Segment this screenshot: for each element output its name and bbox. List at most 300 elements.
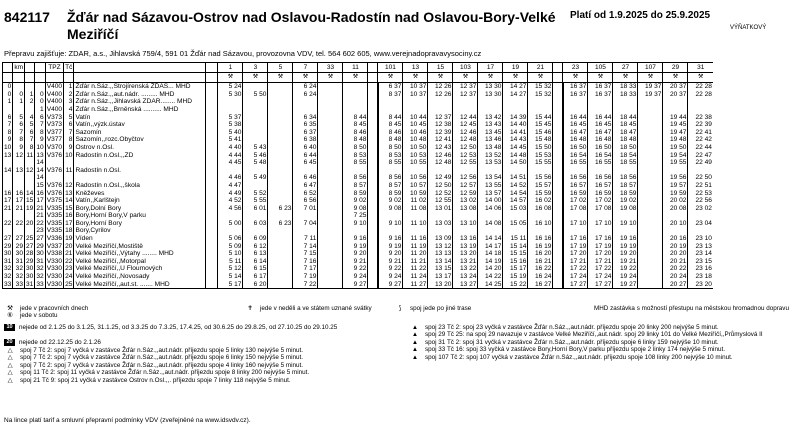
departure-time (638, 136, 663, 144)
day-symbol (206, 73, 218, 83)
departure-time: 16 37 (563, 91, 588, 99)
departure-time (243, 113, 268, 121)
departure-time (553, 273, 563, 281)
km-cell: 33 (13, 280, 25, 288)
departure-time (206, 98, 218, 106)
departure-time: 10 56 (403, 174, 428, 182)
departure-time (378, 106, 403, 114)
departure-time: 15 50 (528, 144, 553, 152)
departure-time: 14 45 (503, 144, 528, 152)
departure-time: 16 54 (588, 151, 613, 159)
departure-time: 12 48 (453, 136, 478, 144)
departure-time: 16 02 (528, 197, 553, 205)
note-item: ▲ spoj 107 Tč 2: spoj 107 vyčká v zastávce Žďár n.Sáz.,,aut.nádr. příjezdu spoje 108 linky 200 nejvýše 10 minut. (409, 354, 799, 361)
km-cell: 4 (25, 113, 35, 121)
circle-icon: ⑥ (7, 312, 13, 319)
departure-time: 18 50 (613, 144, 638, 152)
departure-time: 17 10 (588, 220, 613, 228)
km-cell (3, 212, 13, 220)
footer-note: Na lince platí tarif a smluvní přepravní podmínky VDV (zveřejněné na www.idsvdv.cz). (4, 417, 251, 424)
triangle-icon: ▲ (411, 346, 419, 354)
departure-time (453, 212, 478, 220)
departure-time: 18 55 (613, 159, 638, 167)
departure-time (453, 106, 478, 114)
departure-time: 22 41 (688, 129, 713, 137)
tc-cell: 21 (65, 250, 73, 258)
header-cell: TPZ (45, 63, 63, 73)
triangle-icon: ▲ (411, 353, 419, 361)
departure-time: 6 24 (293, 91, 318, 99)
stop-row (3, 189, 713, 197)
departure-time: 9 10 (378, 220, 403, 228)
stop-row (3, 265, 713, 273)
departure-time (268, 280, 293, 288)
tpz-cell: V335 (46, 212, 63, 220)
departure-time (268, 212, 293, 220)
departure-time: 7 19 (293, 273, 318, 281)
departure-time: 19 37 (638, 83, 663, 91)
departure-time: 18 33 (613, 91, 638, 99)
departure-time: 17 22 (588, 265, 613, 273)
departure-time: 13 01 (428, 205, 453, 213)
departure-time (268, 83, 293, 91)
departure-time: 17 16 (588, 235, 613, 243)
departure-time: 13 53 (478, 159, 503, 167)
departure-time: 16 48 (588, 136, 613, 144)
departure-time: 8 55 (378, 159, 403, 167)
departure-time (243, 83, 268, 91)
departure-time (638, 182, 663, 190)
departure-time: 4 52 (218, 197, 243, 205)
departure-time (243, 167, 268, 175)
departure-time (638, 265, 663, 273)
departure-time (553, 205, 563, 213)
departure-time: 4 40 (218, 144, 243, 152)
departure-time: 13 30 (478, 83, 503, 91)
km-cell: 27 (13, 235, 25, 243)
departure-time (528, 227, 553, 235)
departure-time: 8 46 (378, 129, 403, 137)
departure-time: 16 08 (528, 205, 553, 213)
stop-name: Žďár n.Sáz.,,Strojírenská ŽĎAS... MHD (74, 83, 206, 91)
km-cell (13, 83, 25, 91)
departure-time: 10 50 (403, 144, 428, 152)
departure-time (268, 98, 293, 106)
departure-time: 20 08 (663, 205, 688, 213)
departure-time (553, 113, 563, 121)
departure-time (613, 106, 638, 114)
note-item: △ spoj 21 Tč 9: spoj 21 vyčká v zastávce Ostrov n.Osl.,,. příjezdu spoje 7 linky 118 nejvýše 5 minut. (4, 377, 399, 384)
departure-time: 23 16 (688, 265, 713, 273)
departure-time: 19 10 (613, 220, 638, 228)
departure-time: 19 54 (663, 151, 688, 159)
departure-time (553, 258, 563, 266)
line-number: 842117 (4, 9, 50, 25)
departure-time: 14 27 (503, 83, 528, 91)
departure-time: 6 35 (293, 121, 318, 129)
legend-mhd: MHD zastávka s možností přestupu na městskou hromadnou dopravu (594, 305, 789, 312)
departure-time: 5 55 (243, 197, 268, 205)
km-cell (3, 174, 13, 182)
departure-time: 8 57 (378, 182, 403, 190)
legend-weekdays: ⚒ jede v pracovních dnech (4, 305, 88, 312)
km-cell: 9 (35, 136, 45, 144)
stop-name: Ostrov n.Osl. (74, 144, 206, 152)
day-symbol (3, 73, 13, 83)
stop-row (3, 227, 713, 235)
km-cell: 27 (36, 235, 44, 243)
departure-time (268, 106, 293, 114)
departure-time: 16 55 (588, 159, 613, 167)
departure-time (688, 227, 713, 235)
stop-row (3, 174, 713, 182)
tpz-cell: V375 (46, 197, 63, 205)
departure-time (206, 159, 218, 167)
departure-time: 8 57 (343, 182, 368, 190)
departure-time (268, 242, 293, 250)
tc-cell: 22 (65, 257, 73, 265)
departure-time (206, 189, 218, 197)
departure-time (318, 144, 343, 152)
departure-time (368, 144, 378, 152)
stop-name: Bory,Horní Bory (74, 220, 206, 228)
departure-time: 17 27 (563, 280, 588, 288)
stop-name: Radostín n.Osl.,,ZD (74, 151, 206, 159)
km-cell: 7 (13, 129, 25, 137)
departure-time: 9 27 (378, 280, 403, 288)
tc-cell: 5 (64, 113, 74, 121)
departure-time (638, 121, 663, 129)
departure-time: 18 57 (613, 182, 638, 190)
departure-time (588, 167, 613, 175)
departure-time (368, 91, 378, 99)
departure-time (378, 212, 403, 220)
departure-time: 6 47 (293, 182, 318, 190)
tc-cell: 2 (64, 91, 74, 99)
departure-time (368, 250, 378, 258)
departure-time: 14 41 (503, 129, 528, 137)
tpz-cell: V376 (46, 166, 63, 174)
day-symbol (35, 73, 45, 83)
note-item: △ spoj 11 Tč 2: spoj 11 vyčká v zastávce Žďár n.Sáz.,,aut.nádr. příjezdu spoje 8 linky 200 nejvýše 5 minut. (4, 369, 399, 376)
departure-time: 12 45 (453, 121, 478, 129)
km-cell: 0 (3, 91, 13, 99)
departure-time (553, 212, 563, 220)
km-cell (13, 106, 25, 114)
note-20: 20 nejede od 22.12.25 do 2.1.26 (4, 339, 101, 346)
trip-number: 13 (403, 63, 428, 73)
header-cell (74, 63, 206, 73)
departure-time: 12 26 (428, 91, 453, 99)
stop-name: Velké Meziříčí,,Motorpal (74, 258, 206, 266)
departure-time: 8 55 (343, 159, 368, 167)
departure-time (553, 167, 563, 175)
departure-time (268, 182, 293, 190)
trip-number: 101 (378, 63, 403, 73)
note-item: △ spoj 7 Tč 2: spoj 7 vyčká v zastávce Žďár n.Sáz.,,aut.nádr. příjezdu spoje 4 linky 160 nejvýše 5 minut. (4, 362, 399, 369)
departure-time: 17 27 (588, 280, 613, 288)
departure-time: 20 37 (663, 83, 688, 91)
stop-row (3, 220, 713, 228)
departure-time (378, 167, 403, 175)
departure-time (368, 182, 378, 190)
departure-time (368, 227, 378, 235)
departure-time: 9 27 (343, 280, 368, 288)
departure-time (503, 212, 528, 220)
km-cell: 9 (3, 136, 13, 144)
departure-time (428, 227, 453, 235)
departure-time: 16 48 (563, 136, 588, 144)
km-cell: 10 (4, 143, 12, 151)
departure-time: 14 48 (503, 151, 528, 159)
km-cell: 0 (35, 98, 45, 106)
departure-time (588, 106, 613, 114)
departure-time: 16 54 (563, 151, 588, 159)
departure-time: 8 53 (378, 151, 403, 159)
km-cell: 31 (36, 257, 44, 265)
departure-time (293, 212, 318, 220)
departure-time: 5 43 (243, 144, 268, 152)
departure-time (553, 182, 563, 190)
departure-time (206, 129, 218, 137)
departure-time (318, 250, 343, 258)
trip-number: 103 (453, 63, 478, 73)
departure-time (268, 258, 293, 266)
departure-time: 19 37 (638, 91, 663, 99)
trip-number: 7 (293, 63, 318, 73)
departure-time: 8 59 (378, 189, 403, 197)
departure-time: 15 56 (528, 174, 553, 182)
day-symbol: ⚒ (663, 73, 688, 83)
departure-time: 16 22 (528, 265, 553, 273)
departure-time (206, 136, 218, 144)
departure-time (318, 174, 343, 182)
departure-time (368, 265, 378, 273)
departure-time: 10 37 (403, 83, 428, 91)
departure-time (268, 189, 293, 197)
departure-time: 16 45 (588, 121, 613, 129)
departure-time: 13 27 (453, 280, 478, 288)
departure-time (318, 205, 343, 213)
departure-time: 6 15 (243, 265, 268, 273)
tpz-cell: V376 (46, 181, 63, 189)
note-item: ▲ spoj 31 Tč 2: spoj 31 vyčká v zastávce Žďár n.Sáz.,,aut.nádr. příjezdu spoje 6 linky 159 nejvýše 10 minut. (409, 339, 799, 346)
departure-time: 19 47 (663, 129, 688, 137)
departure-time: 22 49 (688, 159, 713, 167)
departure-time: 7 16 (293, 258, 318, 266)
departure-time: 5 10 (218, 250, 243, 258)
departure-time (638, 167, 663, 175)
departure-time (318, 280, 343, 288)
departure-time: 12 55 (428, 197, 453, 205)
departure-time (478, 106, 503, 114)
departure-time (553, 265, 563, 273)
departure-time: 16 57 (588, 182, 613, 190)
day-symbol (368, 73, 378, 83)
triangle-icon: △ (7, 361, 13, 369)
departure-time (318, 136, 343, 144)
day-symbol: ⚒ (638, 73, 663, 83)
departure-time (268, 265, 293, 273)
departure-time: 6 23 (268, 220, 293, 228)
departure-time: 16 59 (563, 189, 588, 197)
km-cell: 29 (36, 242, 44, 250)
km-cell: 1 (25, 91, 35, 99)
stop-row (3, 91, 713, 99)
departure-time: 9 22 (378, 265, 403, 273)
departure-time: 14 25 (478, 280, 503, 288)
km-cell: 20 (26, 219, 34, 227)
triangle-icon: △ (7, 347, 13, 354)
departure-time (553, 144, 563, 152)
departure-time: 5 12 (218, 265, 243, 273)
departure-time (638, 151, 663, 159)
note-item: △ spoj 7 Tč 2: spoj 7 vyčká v zastávce Žďár n.Sáz.,,aut.nádr. příjezdu spoje 6 linky 150 nejvýše 5 minut. (4, 354, 399, 361)
triangle-icon: △ (7, 376, 13, 384)
stop-name (74, 174, 206, 182)
departure-time (528, 212, 553, 220)
km-cell: 29 (4, 242, 12, 250)
stop-row (3, 242, 713, 250)
km-cell: 13 (13, 167, 25, 175)
departure-time: 22 39 (688, 121, 713, 129)
km-cell: 0 (13, 91, 25, 99)
departure-time (318, 91, 343, 99)
departure-time: 13 42 (478, 113, 503, 121)
departure-time: 8 50 (343, 144, 368, 152)
departure-time (268, 121, 293, 129)
departure-time: 16 56 (563, 174, 588, 182)
departure-time: 19 27 (613, 280, 638, 288)
tc-cell: 19 (65, 235, 73, 243)
departure-time: 9 02 (343, 197, 368, 205)
departure-time: 14 18 (478, 250, 503, 258)
departure-time (206, 265, 218, 273)
departure-time: 12 39 (428, 129, 453, 137)
departure-time: 5 52 (243, 189, 268, 197)
km-cell (25, 174, 35, 182)
departure-time (503, 98, 528, 106)
departure-time: 8 56 (343, 174, 368, 182)
departure-time (688, 167, 713, 175)
departure-time (218, 98, 243, 106)
tpz-cell: V400 (46, 105, 63, 113)
departure-time (268, 235, 293, 243)
departure-time: 12 46 (453, 129, 478, 137)
departure-time: 13 57 (478, 189, 503, 197)
departure-time (206, 227, 218, 235)
departure-time (268, 159, 293, 167)
departure-time: 22 50 (688, 174, 713, 182)
departure-time (318, 189, 343, 197)
tc-cell: 18 (65, 227, 73, 235)
tc-cell: 3 (64, 98, 74, 106)
departure-time (293, 98, 318, 106)
departure-time (553, 280, 563, 288)
trip-number: 105 (588, 63, 613, 73)
departure-time: 5 30 (218, 91, 243, 99)
stop-row (3, 235, 713, 243)
departure-time (563, 227, 588, 235)
departure-time: 9 21 (378, 258, 403, 266)
departure-time: 14 52 (503, 182, 528, 190)
note-10-badge: 10 (4, 324, 15, 331)
departure-time: 6 34 (293, 113, 318, 121)
departure-time: 10 44 (403, 113, 428, 121)
departure-time: 20 19 (663, 242, 688, 250)
km-cell: 6 (13, 121, 25, 129)
stop-name: Kněževes (74, 189, 206, 197)
departure-time: 13 10 (453, 220, 478, 228)
departure-time (206, 235, 218, 243)
tc-cell: 23 (65, 265, 73, 273)
departure-time: 13 24 (453, 273, 478, 281)
departure-time: 8 56 (378, 174, 403, 182)
departure-time (368, 258, 378, 266)
day-symbol (13, 73, 25, 83)
departure-time (318, 113, 343, 121)
tc-cell: 12 (65, 181, 73, 189)
departure-time: 12 38 (428, 121, 453, 129)
km-cell (25, 182, 35, 190)
departure-time: 12 41 (428, 136, 453, 144)
departure-time: 13 13 (428, 250, 453, 258)
km-cell: 7 (3, 121, 13, 129)
departure-time (453, 98, 478, 106)
stop-row (3, 212, 713, 220)
day-symbol: ⚒ (293, 73, 318, 83)
departure-time: 15 14 (503, 242, 528, 250)
departure-time (613, 212, 638, 220)
departure-time (243, 182, 268, 190)
departure-time (293, 106, 318, 114)
departure-time: 17 20 (563, 250, 588, 258)
tc-cell: 14 (65, 197, 73, 205)
departure-time (368, 220, 378, 228)
departure-time: 12 59 (453, 189, 478, 197)
departure-time (206, 91, 218, 99)
departure-time (343, 106, 368, 114)
departure-time (553, 91, 563, 99)
departure-time: 5 24 (218, 83, 243, 91)
departure-time: 12 56 (453, 174, 478, 182)
departure-time: 19 56 (663, 174, 688, 182)
stop-row (3, 113, 713, 121)
departure-time: 17 20 (588, 250, 613, 258)
departure-time: 9 24 (378, 273, 403, 281)
km-cell: 14 (36, 166, 44, 174)
departure-time: 9 22 (343, 265, 368, 273)
km-cell: 30 (13, 250, 25, 258)
departure-time: 9 16 (343, 235, 368, 243)
departure-time (638, 98, 663, 106)
departure-time: 8 50 (378, 144, 403, 152)
departure-time (428, 212, 453, 220)
km-cell (13, 182, 25, 190)
departure-time: 6 40 (293, 144, 318, 152)
tpz-cell: V400 (46, 98, 63, 106)
km-cell: 6 (35, 113, 45, 121)
departure-time (688, 212, 713, 220)
departure-time: 10 48 (403, 136, 428, 144)
stop-row (3, 83, 713, 91)
km-cell: 21 (13, 205, 25, 213)
departure-time: 9 24 (343, 273, 368, 281)
departure-time: 23 10 (688, 235, 713, 243)
departure-time (563, 106, 588, 114)
departure-time: 10 45 (403, 121, 428, 129)
departure-time (218, 106, 243, 114)
